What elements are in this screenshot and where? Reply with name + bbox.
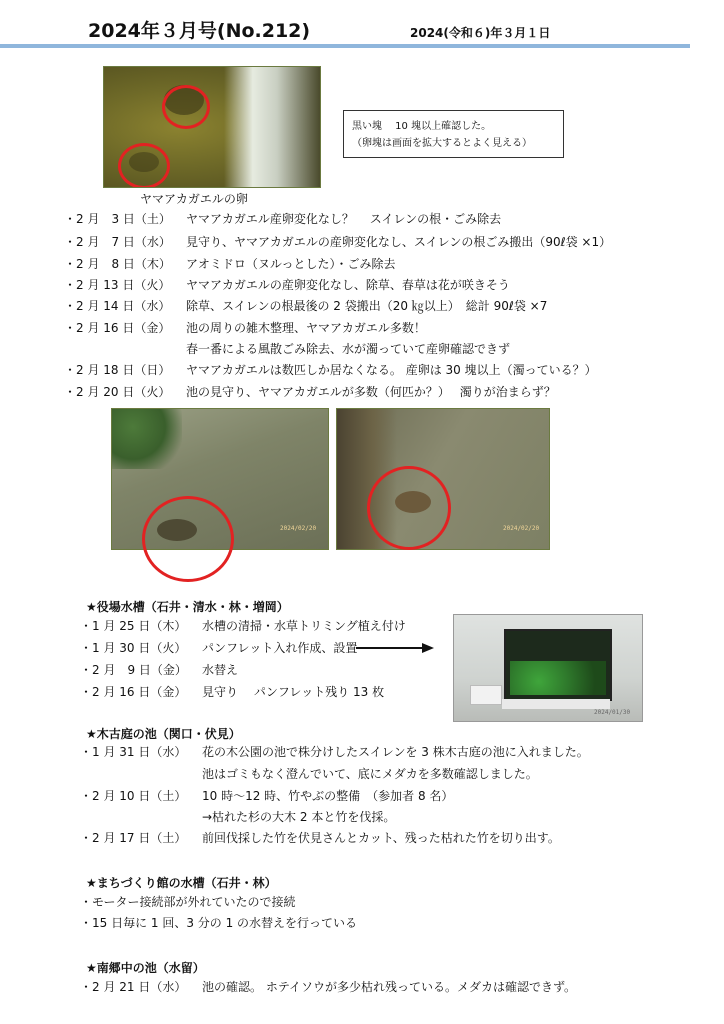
log-row xyxy=(64,277,510,293)
log-date: ・2 月 14 日（水） xyxy=(64,299,171,313)
yakuba-row xyxy=(80,618,406,634)
section-title-machizukuri: ★まちづくり館の水槽（石井・林） xyxy=(86,876,277,890)
note-line: （卵塊は画面を拡大するとよく見える） xyxy=(352,138,532,149)
log-date: ・2 月 21 日（水） xyxy=(80,980,187,994)
log-text: 水替え xyxy=(202,663,239,677)
photo-caption: ヤマアカガエルの卵 xyxy=(140,192,248,206)
aquarium-stand xyxy=(502,699,610,709)
issue-date: 2024(令和６)年３月１日 xyxy=(410,26,551,40)
log-date: ・2 月 16 日（金） xyxy=(64,321,171,335)
log-text: 春一番による風散ごみ除去、水が濁っていて産卵確認できず xyxy=(186,342,511,356)
highlight-circle xyxy=(367,466,451,550)
log-text: 池の周りの雑木整理、ヤマアカガエル多数！ xyxy=(186,321,426,335)
kikotei-row xyxy=(80,830,560,846)
arrow-right-icon xyxy=(356,641,434,655)
section-title-yakuba: ★役場水槽（石井・清水・林・増岡） xyxy=(86,600,289,614)
newsletter-title: 2024年３月号(No.212) xyxy=(88,20,311,42)
log-row xyxy=(64,211,501,227)
kikotei-row xyxy=(80,766,538,782)
log-row xyxy=(64,298,547,314)
log-date: ・2 月 18 日（日） xyxy=(64,363,171,377)
log-date: ・2 月 13 日（火） xyxy=(64,278,171,292)
log-text: 水槽の清掃・水草トリミング植え付け xyxy=(202,619,406,633)
log-date: ・2 月 8 日（木） xyxy=(64,257,171,271)
log-date: ・1 月 31 日（水） xyxy=(80,745,187,759)
aquarium-tank xyxy=(504,629,612,701)
log-row xyxy=(64,234,611,250)
plant-foliage xyxy=(112,409,182,469)
log-text: 除草、スイレンの根最後の 2 袋搬出（20 ㎏以上） 総計 90ℓ袋 ×7 xyxy=(186,299,548,313)
log-row xyxy=(64,341,510,357)
photo-timestamp: 2024/02/20 xyxy=(280,525,317,532)
log-date: ・2 月 9 日（金） xyxy=(80,663,187,677)
log-date: ・2 月 20 日（火） xyxy=(64,385,171,399)
log-text: 見守り、ヤマアカガエルの産卵変化なし、スイレンの根ごみ搬出（90ℓ袋 ×1） xyxy=(186,235,612,249)
log-row xyxy=(64,362,597,378)
photo-timestamp: 2024/02/20 xyxy=(503,525,540,532)
kikotei-row xyxy=(80,744,589,760)
yakuba-row xyxy=(80,662,238,678)
yakuba-row xyxy=(80,684,384,700)
log-date: ・2 月 17 日（土） xyxy=(80,831,187,845)
note-line: 黒い塊 10 塊以上確認した。 xyxy=(352,121,492,132)
log-text: 池はゴミもなく澄んでいて、底にメダカを多数確認しました。 xyxy=(202,767,538,781)
kikotei-row xyxy=(80,809,395,825)
log-text: 10 時～12 時、竹やぶの整備 （参加者 8 名） xyxy=(202,789,454,803)
log-date: ・1 月 30 日（火） xyxy=(80,641,187,655)
aquarium-photo xyxy=(453,614,643,722)
highlight-circle xyxy=(162,85,210,129)
log-row xyxy=(64,384,556,400)
kikotei-row xyxy=(80,788,453,804)
frog-eggs-photo xyxy=(103,66,321,188)
log-text: パンフレット入れ作成、設置 xyxy=(202,641,358,655)
photo-timestamp: 2024/01/30 xyxy=(594,709,631,716)
section-title-kikotei: ★木古庭の池（関口・伏見） xyxy=(86,727,241,741)
highlight-circle xyxy=(142,496,234,582)
log-text: 池の見守り、ヤマアカガエルが多数（何匹か？） 濁りが治まらず？ xyxy=(186,385,556,399)
log-text: 前回伐採した竹を伏見さんとカット、残った枯れた竹を切り出す。 xyxy=(202,831,560,845)
log-text: アオミドロ（ヌルっとした）・ごみ除去 xyxy=(186,257,396,271)
log-date: ・1 月 25 日（木） xyxy=(80,619,187,633)
water-reflection xyxy=(224,67,320,187)
log-text: →枯れた杉の大木 2 本と竹を伐採。 xyxy=(202,810,396,824)
log-text: ヤマアカガエルは数匹しか居なくなる。 産卵は 30 塊以上（濁っている？） xyxy=(186,363,597,377)
machizukuri-row: ・モーター接続部が外れていたので接続 xyxy=(80,895,296,909)
note-box xyxy=(343,110,564,158)
log-text: 見守り パンフレット残り 13 枚 xyxy=(202,685,385,699)
section-title-nangou: ★南郷中の池（水留） xyxy=(86,961,205,975)
machizukuri-row: ・15 日毎に 1 回、3 分の 1 の水替えを行っている xyxy=(80,916,358,930)
log-date: ・2 月 7 日（水） xyxy=(64,235,171,249)
log-text: 池の確認。 ホテイソウが多少枯れ残っている。メダカは確認できず。 xyxy=(202,980,577,994)
log-text: 花の木公園の池で株分けしたスイレンを 3 株木古庭の池に入れました。 xyxy=(202,745,589,759)
log-row xyxy=(64,256,396,272)
highlight-circle xyxy=(118,143,170,188)
log-text: ヤマアカガエルの産卵変化なし、除草、春草は花が咲きそう xyxy=(186,278,510,292)
nangou-row xyxy=(80,979,576,995)
log-date: ・2 月 16 日（金） xyxy=(80,685,187,699)
header-divider xyxy=(0,44,690,48)
log-date: ・2 月 10 日（土） xyxy=(80,789,187,803)
yakuba-row xyxy=(80,640,357,656)
log-text: ヤマアカガエル産卵変化なし？ スイレンの根・ごみ除去 xyxy=(186,212,502,226)
aquatic-plants xyxy=(510,661,606,695)
pamphlet-holder xyxy=(470,685,502,705)
log-date: ・2 月 3 日（土） xyxy=(64,212,171,226)
log-row xyxy=(64,320,426,336)
